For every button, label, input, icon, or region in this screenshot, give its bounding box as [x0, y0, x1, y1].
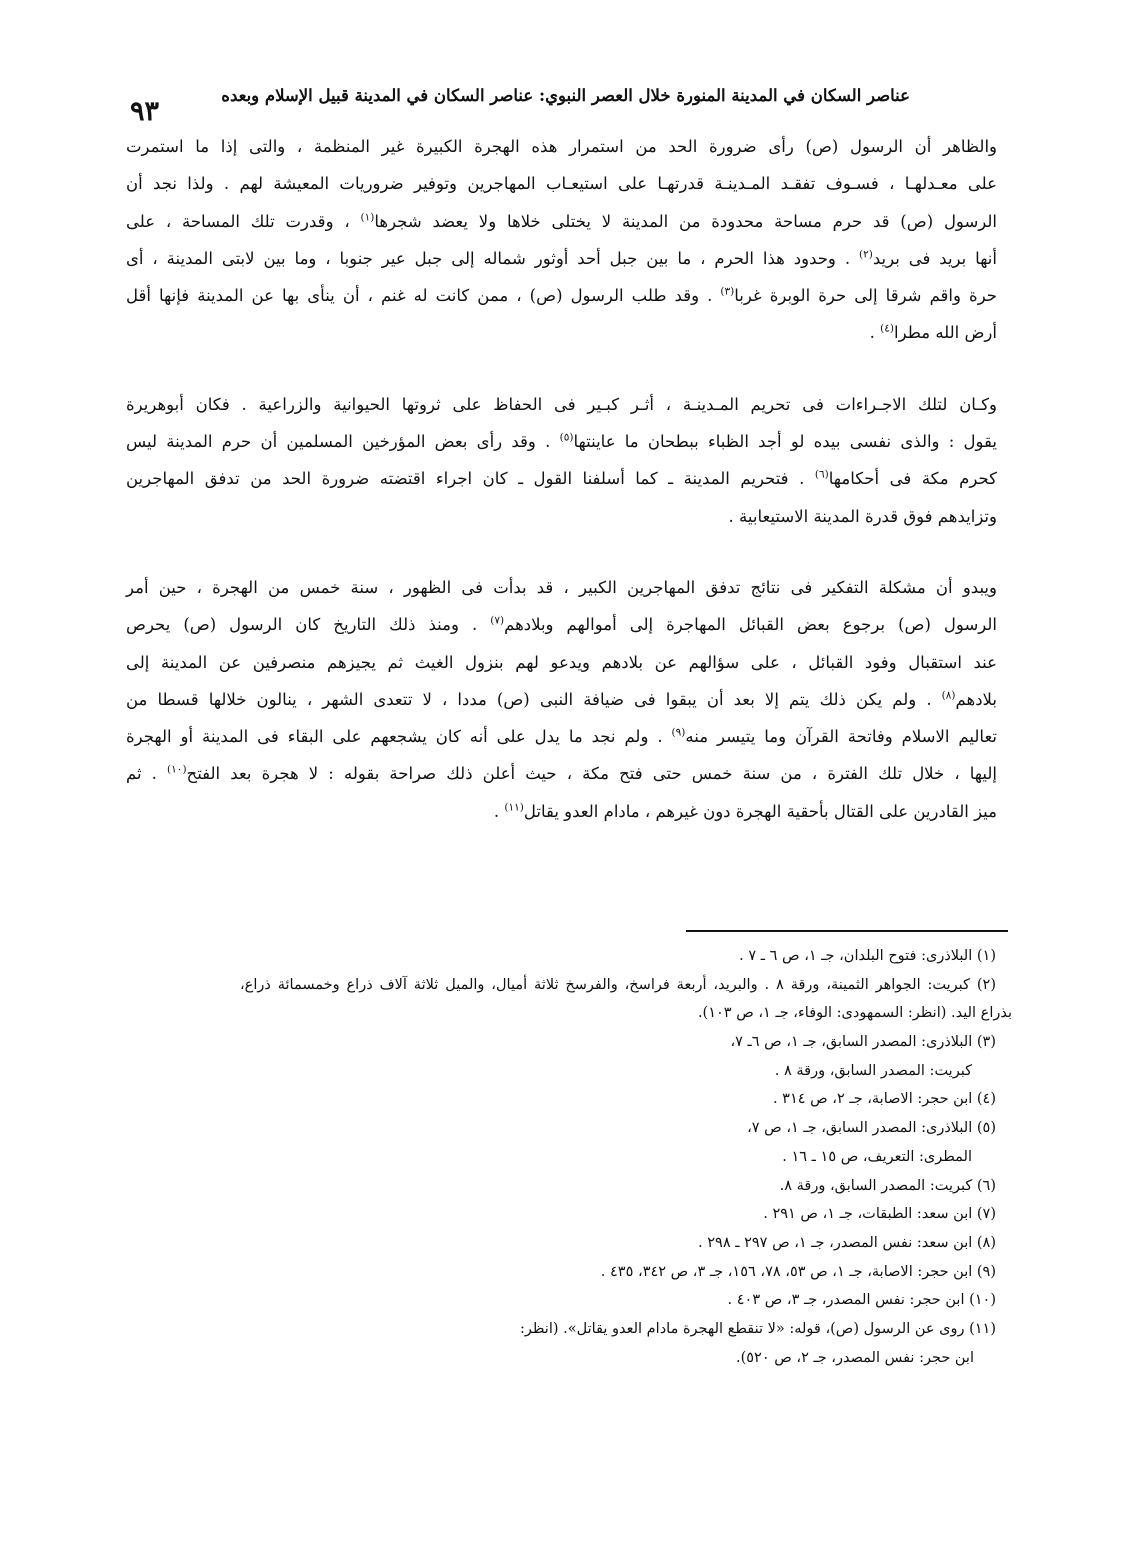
footnote-line: (١١) روى عن الرسول (ص)، قوله: «لا تنقطع الهجرة مادام العدو يقاتل». (انظر:: [520, 1320, 996, 1337]
text-line: [126, 793, 997, 830]
line-text: بلادهم: [955, 689, 997, 709]
line-text-continued: . ولم نجد ما يدل على أنه كان يشجعهم على البقاء فى المدينة أو الهجرة: [126, 727, 672, 747]
line-text-continued: . ولم يكن ذلك يتم إلا بعد أن يبقوا فى ضيافة النبى (ص) مددا ، لا تتعدى الشهر ، ينالون خلالها قسطا من: [126, 689, 942, 709]
line-text: ميز القادرين على القتال بأحقية الهجرة دون غيرهم ، مادام العدو يقاتل: [523, 801, 997, 821]
footnote-reference[interactable]: (٣): [720, 285, 735, 298]
footnote-line: (٣) البلاذرى: المصدر السابق، جـ ١، ص ٦ـ ٧،: [730, 1034, 996, 1051]
text-line: [126, 386, 997, 423]
line-text-continued: . فتحريم المدينة ـ كما أسلفنا القول ـ كان اجراء اقتضته ضرورة الحد من تدفق المهاجرين: [126, 469, 815, 489]
footnote-reference[interactable]: (٢): [859, 248, 873, 261]
footnote-reference[interactable]: (٩): [671, 726, 686, 739]
line-text-continued: . وقد طلب الرسول (ص) ، ممن كانت له غنم ، أن ينأى بها عن المدينة فإنها أقل: [126, 286, 721, 306]
text-line: [126, 460, 997, 497]
footnote-reference[interactable]: (٦): [814, 468, 829, 481]
footnote-reference[interactable]: (٤): [880, 322, 895, 335]
line-text-continued: . ومنذ ذلك التاريخ كان الرسول (ص) يحرص: [126, 615, 491, 635]
text-line: [126, 569, 997, 606]
footnote-line: (٨) ابن سعد: نفس المصدر، جـ ١، ص ٢٩٧ ـ ٢٩٨ .: [698, 1234, 996, 1251]
line-text: وكـان لتلك الاجـراءات فى تحريم المـدينـة ، أثـر كبـير فى الحفاظ على ثروتها الحيوانية والزراعية . فكان أبوهريرة: [126, 394, 997, 414]
line-text: ويبدو أن مشكلة التفكير فى نتائج تدفق المهاجرين الكبير ، قد بدأت فى الظهور ، سنة خمس من الهجرة ، حين أمر: [126, 577, 997, 597]
line-text: على معـدلهـا ، فسـوف تفقـد المـدينـة قدرتهـا على استيعـاب المهاجرين وتوفير ضروريات المعيشة لهم . ولذا نجد أن: [126, 174, 997, 194]
footnote-line: (١٠) ابن حجر: نفس المصدر، جـ ٣، ص ٤٠٣ .: [727, 1292, 996, 1309]
footnote-reference[interactable]: (٥): [559, 431, 574, 444]
line-text-continued: . وقد رأى بعض المؤرخين المسلمين أن حرم المدينة ليس: [126, 432, 560, 452]
line-text: يقول : والذى نفسى بيده لو أجد الظباء ببطحان ما عاينتها: [573, 432, 998, 452]
footnote-line: (٦) كبريت: المصدر السابق، ورقة ٨.: [779, 1177, 996, 1194]
line-text: كحرم مكة فى أحكامها: [828, 469, 997, 489]
footnote-line: بذراع اليد. (انظر: السمهودى: الوفاء، جـ ١، ص ١٠٣).: [697, 1005, 1012, 1022]
line-text: أنها بريد فى بريد: [872, 248, 997, 268]
page-number: ٩٣: [130, 96, 160, 127]
line-text-continued: . وحدود هذا الحرم ، ما بين جبل أحد أوثور شماله إلى جبل عير جنوبا ، وما بين لابتى المدينة ، أى: [126, 248, 859, 268]
footnote-separator: [686, 930, 1008, 932]
line-text: أرض الله مطرا: [894, 323, 997, 343]
text-line: [126, 644, 997, 681]
line-text-continued: ، وقدرت تلك المساحة ، على: [126, 211, 361, 231]
line-text: عند استقبال وفود القبائل ، على سؤالهم عن بلادهم ويدعو لهم بنزول الغيث ثم يجيزهم منصرفين عن المدينة إلى: [126, 652, 997, 672]
text-line: [126, 606, 997, 643]
text-line: [126, 165, 997, 202]
text-line: [126, 277, 997, 314]
line-text: تعاليم الاسلام وفاتحة القرآن وما يتيسر منه: [685, 727, 997, 747]
footnote-reference[interactable]: (٨): [941, 689, 956, 702]
footnote-reference[interactable]: (٧): [490, 614, 505, 627]
text-line: [126, 755, 997, 792]
text-line: [126, 314, 997, 351]
body-text: [126, 128, 997, 864]
footnote-reference[interactable]: (١١): [504, 801, 524, 814]
paragraph: [126, 128, 997, 352]
text-line: [126, 718, 997, 755]
footnote-line: (٩) ابن حجر: الاصابة، جـ ١، ص ٥٣، ٧٨، ١٥٦، جـ ٣، ص ٣٤٢، ٤٣٥ .: [600, 1263, 996, 1280]
footnote-line: (١) البلاذرى: فتوح البلدان، جـ ١، ص ٦ ـ ٧ .: [739, 948, 996, 964]
paragraph: [126, 569, 997, 830]
line-text-continued: .: [493, 801, 505, 821]
footnote-line: (٢) كبريت: الجواهر الثمينة، ورقة ٨ . والبريد، أربعة فراسخ، والفرسخ ثلاثة أميال، والميل ثلاثة آلاف ذراع وخمسمائة ذراع،: [240, 976, 996, 993]
footnote-line: (٧) ابن سعد: الطبقات، جـ ١، ص ٢٩١ .: [763, 1206, 996, 1223]
line-text: حرة واقم شرقا إلى حرة الوبرة غربا: [734, 286, 997, 306]
text-line: [126, 423, 997, 460]
text-line: [126, 498, 997, 535]
line-text: والظاهر أن الرسول (ص) رأى ضرورة الحد من استمرار هذه الهجرة الكبيرة غير المنظمة ، والتى إذا ما استمرت: [126, 137, 997, 156]
line-text: وتزايدهم فوق قدرة المدينة الاستيعابية .: [728, 506, 997, 526]
footnotes: [240, 942, 1012, 1372]
line-text-continued: . ثم: [126, 764, 168, 784]
footnote-line: (٥) البلاذرى: المصدر السابق، جـ ١، ص ٧،: [747, 1120, 996, 1137]
running-header: عناصر السكان في المدينة المنورة خلال العصر النبوي: عناصر السكان في المدينة قبيل الإسلام وبعده: [221, 86, 910, 105]
line-text: الرسول (ص) برجوع بعض القبائل المهاجرة إلى أموالهم وبلادهم: [504, 615, 997, 635]
paragraph: [126, 386, 997, 535]
text-line: [126, 128, 997, 165]
footnote-line: (٤) ابن حجر: الاصابة، جـ ٢، ص ٣١٤ .: [772, 1091, 996, 1108]
line-text: الرسول (ص) قد حرم مساحة محدودة من المدينة لا يختلى خلاها ولا يعضد شجرها: [374, 211, 997, 231]
line-text: إليها ، خلال تلك الفترة ، من سنة خمس حتى فتح مكة ، حيث أعلن ذلك صراحة بقوله : لا هجرة بعد الفتح: [186, 764, 997, 784]
line-text-continued: .: [869, 323, 881, 343]
footnote-line: كبريت: المصدر السابق، ورقة ٨ .: [774, 1062, 972, 1079]
footnote-reference[interactable]: (١): [360, 211, 375, 224]
footnote-line: ابن حجر: نفس المصدر، جـ ٢، ص ٥٢٠).: [735, 1349, 974, 1366]
text-line: [126, 203, 997, 240]
footnote-reference[interactable]: (١٠): [167, 763, 187, 776]
footnote-line: المطرى: التعريف، ص ١٥ ـ ١٦ .: [782, 1148, 972, 1165]
text-line: [126, 240, 997, 277]
text-line: [126, 681, 997, 718]
